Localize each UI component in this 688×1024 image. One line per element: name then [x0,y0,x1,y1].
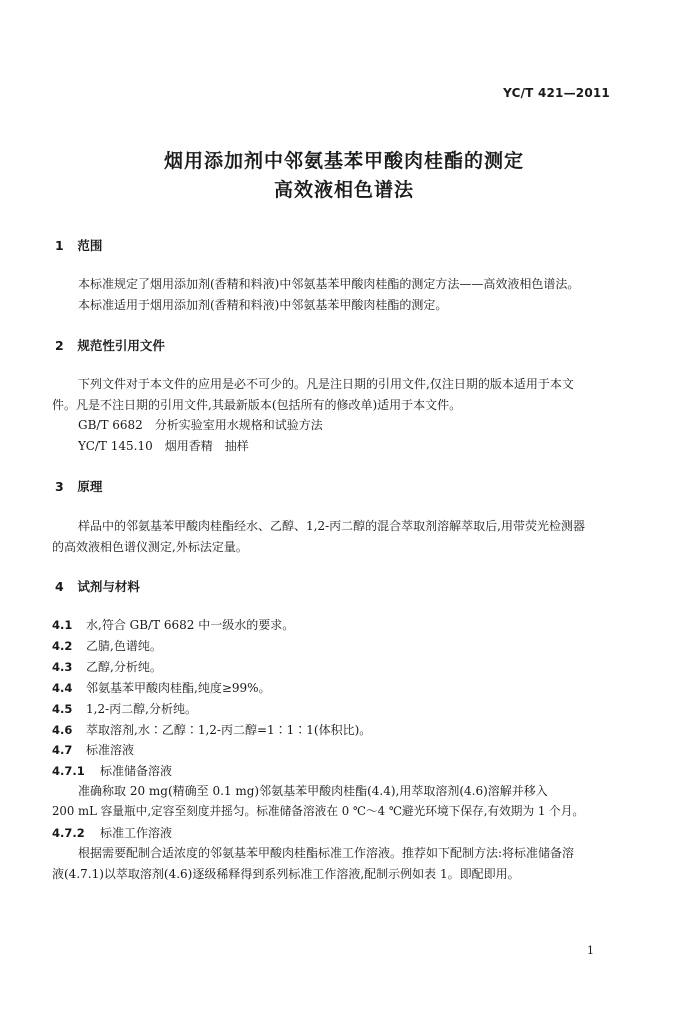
paragraph-line: 准确称取 20 mg(精确至 0.1 mg)邻氨基苯甲酸肉桂酯(4.4),用萃取溶剂(4.6)溶解并移入 [78,784,548,798]
paragraph-line: 本标准规定了烟用添加剂(香精和料液)中邻氨基苯甲酸肉桂酯的测定方法——高效液相色谱法。 [78,277,580,291]
clause-4-6 [52,721,371,738]
clause-text: 标准工作溶液 [100,826,173,840]
paragraph-line: 的高效液相色谱仪测定,外标法定量。 [52,540,248,554]
clause-number: 4.1 [52,618,73,632]
section-number: 2 [55,338,64,353]
paragraph-line: 本标准适用于烟用添加剂(香精和料液)中邻氨基苯甲酸肉桂酯的测定。 [78,298,448,312]
section-number: 3 [55,479,64,494]
clause-4-4 [52,679,271,696]
clause-4-1 [52,616,294,633]
clause-number: 4.7 [52,743,73,757]
standard-number: YC/T 421—2011 [503,86,610,100]
clause-number: 4.3 [52,660,73,674]
normative-reference: YC/T 145.10 烟用香精 抽样 [78,439,249,453]
paragraph-line: 下列文件对于本文件的应用是必不可少的。凡是注日期的引用文件,仅注日期的版本适用于本文 [78,377,574,391]
clause-4-7-1 [52,762,172,779]
clause-text: 水,符合 GB/T 6682 中一级水的要求。 [86,618,295,632]
paragraph-line: 根据需要配制合适浓度的邻氨基苯甲酸肉桂酯标准工作溶液。推荐如下配制方法:将标准储备溶 [78,846,575,860]
clause-number: 4.6 [52,723,73,737]
paragraph-line: 液(4.7.1)以萃取溶剂(4.6)逐级稀释得到系列标准工作溶液,配制示例如表 1。即配即用。 [52,867,520,881]
section-title: 原理 [77,479,103,494]
clause-4-7-2 [52,824,172,841]
clause-number: 4.4 [52,681,73,695]
clause-text: 乙腈,色谱纯。 [86,639,162,653]
paragraph-line: 件。凡是不注日期的引用文件,其最新版本(包括所有的修改单)适用于本文件。 [52,398,462,412]
section-3-heading [55,477,102,495]
document-title-line2: 高效液相色谱法 [273,179,414,201]
normative-reference: GB/T 6682 分析实验室用水规格和试验方法 [78,418,323,432]
document-title-line1: 烟用添加剂中邻氨基苯甲酸肉桂酯的测定 [163,150,524,172]
clause-number: 4.7.2 [52,826,85,840]
clause-text: 萃取溶剂,水∶乙醇∶1,2-丙二醇=1∶1∶1(体积比)。 [86,723,372,737]
page-number: 1 [587,944,594,957]
clause-4-2 [52,637,162,654]
clause-text: 标准储备溶液 [100,764,173,778]
clause-text: 标准溶液 [86,743,135,757]
clause-4-5 [52,700,197,717]
section-title: 试剂与材料 [77,579,140,594]
section-title: 范围 [77,238,103,253]
section-2-heading [55,336,165,354]
clause-text: 1,2-丙二醇,分析纯。 [86,702,197,716]
clause-number: 4.5 [52,702,73,716]
paragraph-line: 样品中的邻氨基苯甲酸肉桂酯经水、乙醇、1,2-丙二醇的混合萃取剂溶解萃取后,用带荧光检测器 [78,519,585,533]
clause-number: 4.2 [52,639,73,653]
clause-number: 4.7.1 [52,764,85,778]
section-title: 规范性引用文件 [77,338,165,353]
paragraph-line: 200 mL 容量瓶中,定容至刻度并摇匀。标准储备溶液在 0 ℃～4 ℃避光环境下保存,有效期为 1 个月。 [52,804,585,818]
section-1-heading [55,236,102,254]
clause-text: 邻氨基苯甲酸肉桂酯,纯度≥99%。 [86,681,271,695]
clause-4-7 [52,741,134,758]
section-number: 1 [55,238,64,253]
section-4-heading [55,577,140,595]
clause-4-3 [52,658,162,675]
section-number: 4 [55,579,64,594]
clause-text: 乙醇,分析纯。 [86,660,162,674]
